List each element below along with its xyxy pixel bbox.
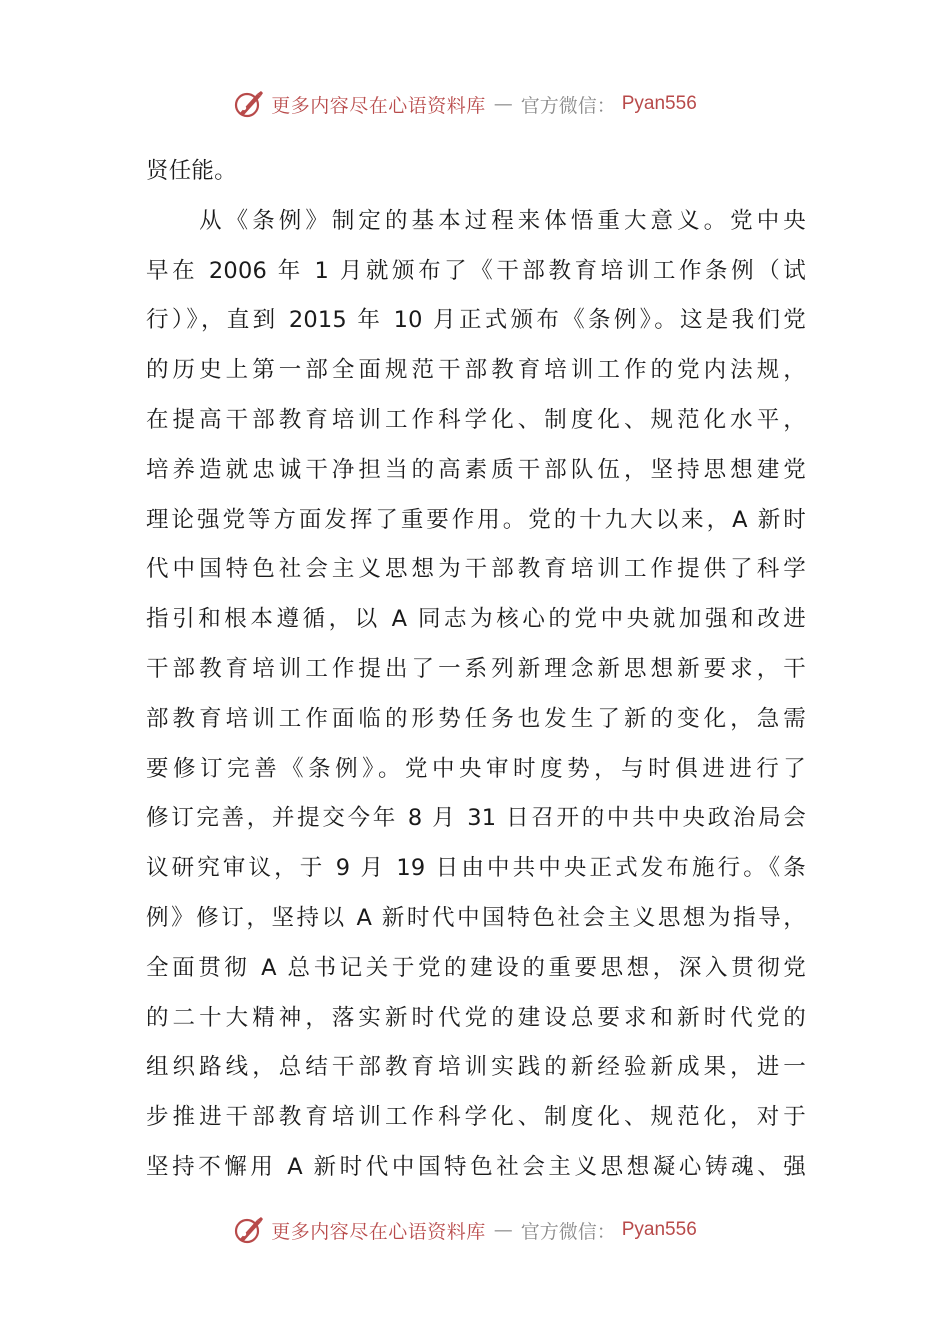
footer-banner: [0, 1210, 950, 1250]
footer-wechat-label: 官方微信：: [520, 1220, 616, 1243]
body-line: 代中国特色社会主义思想为干部教育培训工作提供了科学: [146, 556, 806, 583]
body-line: 理论强党等方面发挥了重要作用。党的十九大以来，A 新时: [146, 506, 806, 533]
header-wechat-label: 官方微信：: [520, 94, 616, 117]
body-line: 坚持不懈用 A 新时代中国特色社会主义思想凝心铸魂、强: [146, 1153, 806, 1180]
header-wechat-id: Pyan556: [621, 93, 697, 114]
footer-separator: —: [493, 1219, 513, 1241]
body-line: 要修订完善《条例》。党中央审时度势，与时俱进进行了: [146, 755, 806, 782]
footer-wechat-id: Pyan556: [621, 1219, 697, 1240]
body-line: 的历史上第一部全面规范干部教育培训工作的党内法规，: [146, 357, 806, 384]
body-line: 在提高干部教育培训工作科学化、制度化、规范化水平，: [146, 406, 806, 433]
body-line: 指引和根本遵循，以 A 同志为核心的党中央就加强和改进: [146, 606, 806, 633]
footer-site-text: 更多内容尽在心语资料库: [271, 1220, 486, 1243]
header-banner: [0, 84, 950, 124]
document-body: [146, 147, 806, 1193]
body-line: 培养造就忠诚干净担当的高素质干部队伍，坚持思想建党: [146, 456, 806, 483]
body-line: 步推进干部教育培训工作科学化、制度化、规范化，对于: [146, 1104, 806, 1131]
body-line: 组织路线，总结干部教育培训实践的新经验新成果，进一: [146, 1054, 806, 1081]
body-line: 例》修订，坚持以 A 新时代中国特色社会主义思想为指导，: [146, 904, 806, 931]
body-line: 的二十大精神，落实新时代党的建设总要求和新时代党的: [146, 1004, 806, 1031]
body-line: 议研究审议，于 9 月 19 日由中共中央正式发布施行。《条: [146, 855, 806, 882]
footer-banner-content: [233, 1214, 697, 1246]
header-separator: —: [493, 93, 513, 115]
body-line: 干部教育培训工作提出了一系列新理念新思想新要求，干: [146, 655, 806, 682]
pen-logo-icon: [233, 1214, 265, 1246]
body-line: 部教育培训工作面临的形势任务也发生了新的变化，急需: [146, 705, 806, 732]
body-line: 修订完善，并提交今年 8 月 31 日召开的中共中央政治局会: [146, 805, 806, 832]
header-banner-content: [233, 88, 697, 120]
body-line: 早在 2006 年 1 月就颁布了《干部教育培训工作条例（试: [146, 257, 806, 284]
body-line: 贤任能。: [146, 158, 237, 184]
body-line: 从《条例》制定的基本过程来体悟重大意义。党中央: [146, 207, 806, 234]
pen-logo-icon: [233, 88, 265, 120]
body-line: 全面贯彻 A 总书记关于党的建设的重要思想，深入贯彻党: [146, 954, 806, 981]
header-site-text: 更多内容尽在心语资料库: [271, 94, 486, 117]
body-line: 行）》，直到 2015 年 10 月正式颁布《条例》。这是我们党: [146, 307, 806, 334]
